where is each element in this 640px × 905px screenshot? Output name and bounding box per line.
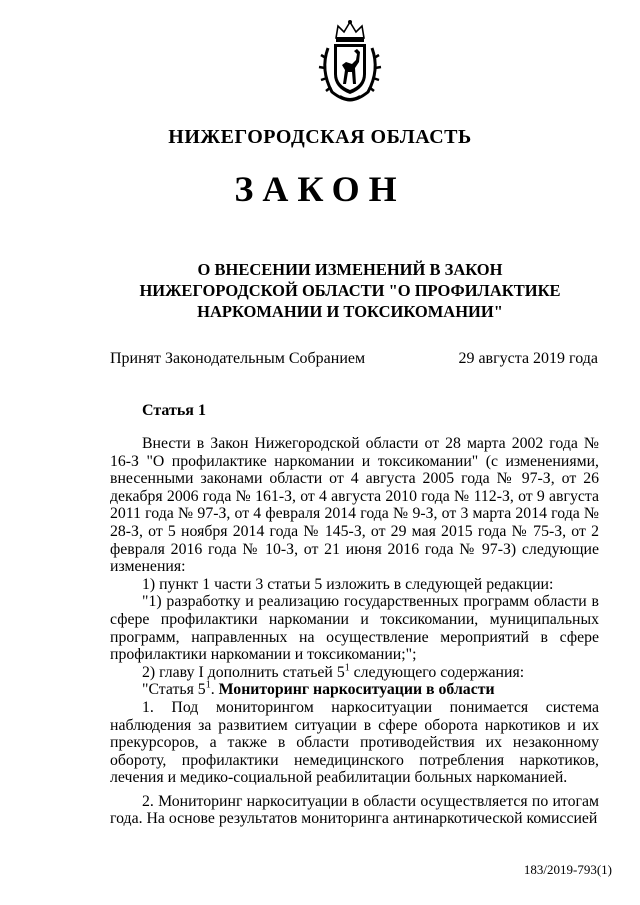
paragraph: Внести в Закон Нижегородской области от 28 марта 2002 года № 16-З "О профилактике наркомании и токсикомании" (с изменениями, внесенными законами области от 4 августа 2005 года № 97-З, от 26 декабря 2006 года № 161-З, от 4 августа 2010 года № 112-З, от 9 августа 2011 года № 97-З, от 4 февраля 2014 года № 9-З, от 3 марта 2014 года № 28-З, от 5 ноября 2014 года № 145-З, от 29 мая 2015 года № 75-З, от 2 февраля 2016 года № 10-З, от 21 июня 2016 года № 97-З) следующие изменения:	[110, 435, 599, 576]
adoption-row	[110, 350, 598, 368]
law-title: О ВНЕСЕНИИ ИЗМЕНЕНИЙ В ЗАКОН НИЖЕГОРОДСКОЙ ОБЛАСТИ "О ПРОФИЛАКТИКЕ НАРКОМАНИИ И ТОКСИКОМАНИИ"	[139, 260, 561, 321]
text-part: .	[210, 681, 219, 699]
region-name: НИЖЕГОРОДСКАЯ ОБЛАСТЬ	[168, 126, 472, 148]
paragraph: "1) разработку и реализацию государственных программ области в сфере профилактики наркомании и токсикомании, муниципальных программ, направленных на осуществление мероприятий в сфере профилактики наркомании и токсикомании;";	[110, 593, 599, 664]
paragraph	[110, 681, 599, 699]
paragraph	[110, 664, 599, 682]
coat-of-arms-icon	[316, 18, 384, 104]
text-part: "Статья 5	[142, 681, 206, 699]
adopted-by: Принят Законодательным Собранием	[110, 350, 366, 367]
document-code: 183/2019-793(1)	[523, 862, 612, 877]
superscript: 1	[205, 680, 211, 692]
paragraph: 1. Под мониторингом наркоситуации понимается система наблюдения за развитием ситуации в сфере оборота наркотиков и их прекурсоров, а также в области противодействия их незаконному обороту, профилактики немедицинского потребления наркотиков, лечения и медико-социальной реабилитации больных наркоманией.	[110, 698, 599, 787]
text-part: следующего содержания:	[349, 663, 525, 681]
adoption-date: 29 августа 2019 года	[458, 350, 598, 367]
superscript: 1	[344, 662, 350, 674]
text-part: 2) главу I дополнить статьей 5	[142, 663, 345, 681]
document-type: ЗАКОН	[234, 169, 406, 209]
paragraph: 1) пункт 1 части 3 статьи 5 изложить в следующей редакции:	[142, 575, 554, 593]
article-body	[110, 435, 599, 828]
article-5-1-title: Мониторинг наркоситуации в области	[218, 681, 495, 699]
article-heading: Статья 1	[142, 402, 206, 419]
paragraph: 2. Мониторинг наркоситуации в области осуществляется по итогам года. На основе результатов мониторинга антинаркотической комиссией	[110, 792, 599, 828]
